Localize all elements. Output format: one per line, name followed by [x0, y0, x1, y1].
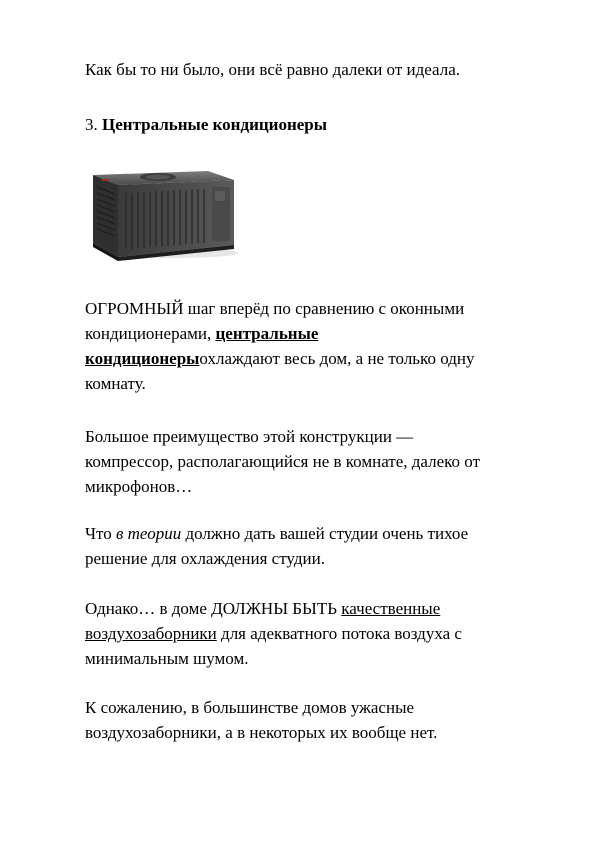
- air-intake-link[interactable]: качественные: [341, 599, 441, 618]
- text: К сожалению, в большинстве домов ужасные: [85, 698, 415, 717]
- central-ac-link[interactable]: центральные: [215, 324, 319, 343]
- paragraph-theory: [85, 521, 565, 571]
- text: решение для охлаждения студии.: [85, 549, 325, 568]
- text: ОГРОМНЫЙ шаг вперёд по сравнению с оконными: [85, 299, 465, 318]
- text: воздухозаборники, а в некоторых их вообще нет.: [85, 723, 438, 742]
- text: микрофонов…: [85, 477, 193, 496]
- paragraph-central-ac: [85, 296, 565, 396]
- text: охлаждают весь дом, а не только одну: [199, 349, 475, 368]
- heading-title: Центральные кондиционеры: [102, 115, 328, 134]
- paragraph-unfortunately: [85, 695, 565, 745]
- paragraph-ideal: [85, 57, 565, 82]
- text: минимальным шумом.: [85, 649, 249, 668]
- text: Однако… в доме ДОЛЖНЫ БЫТЬ: [85, 599, 342, 618]
- text: комнату.: [85, 374, 146, 393]
- air-intake-link[interactable]: воздухозаборники: [85, 624, 217, 643]
- text: кондиционерами,: [85, 324, 216, 343]
- italic-text: в теории: [116, 524, 182, 543]
- text: для адекватного потока воздуха с: [216, 624, 462, 643]
- text: Большое преимущество этой конструкции —: [85, 427, 414, 446]
- paragraph-however: [85, 596, 565, 671]
- heading-number: 3.: [85, 115, 102, 134]
- central-ac-link[interactable]: кондиционеры: [85, 349, 200, 368]
- text: компрессор, располагающийся не в комнате, далеко от: [85, 452, 481, 471]
- central-air-conditioner-image: [88, 165, 238, 265]
- text: должно дать вашей студии очень тихое: [181, 524, 469, 543]
- text: Что: [85, 524, 117, 543]
- section-heading: [85, 112, 565, 137]
- paragraph-advantage: [85, 424, 565, 499]
- text: Как бы то ни было, они всё равно далеки от идеала.: [85, 60, 460, 79]
